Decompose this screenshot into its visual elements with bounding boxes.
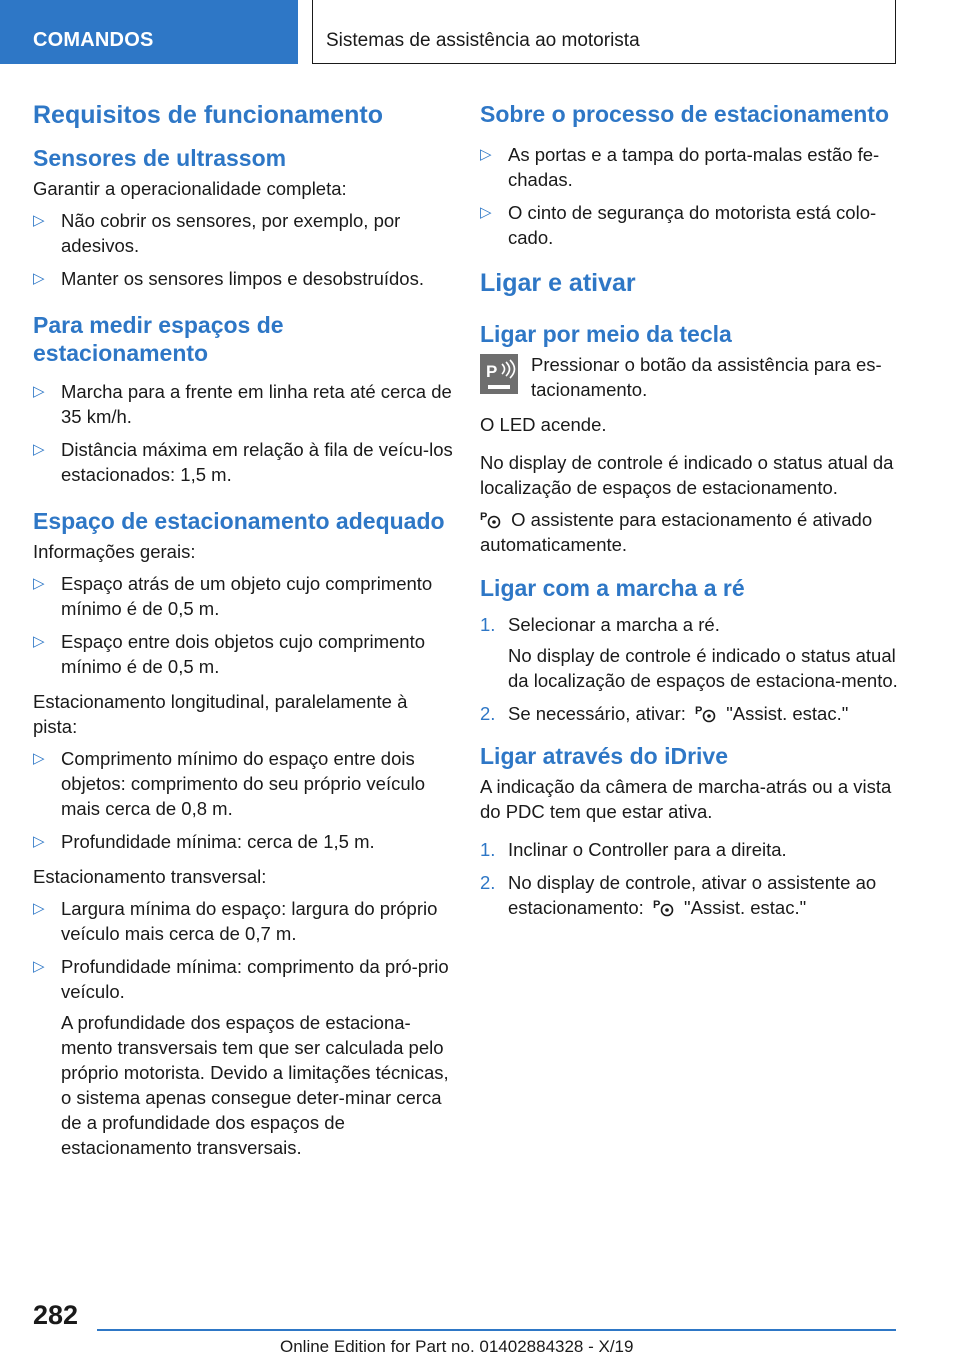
bullet-triangle-icon: ▷ <box>33 750 45 767</box>
list-item: 1. Inclinar o Controller para a direita. <box>480 839 787 860</box>
heading-processo: Sobre o processo de estacionamento <box>480 101 890 127</box>
list-item: ▷ Manter os sensores limpos e desobstruídos. <box>33 268 424 289</box>
list-item: ▷ Marcha para a frente em linha reta até cerca de 35 km/h. <box>33 381 452 427</box>
bullet-triangle-icon: ▷ <box>33 383 45 400</box>
svg-text:P: P <box>695 705 703 717</box>
list-medir <box>33 379 453 487</box>
page-number: 282 <box>33 1300 79 1330</box>
header-chapter-box <box>312 0 896 64</box>
header-section-label: COMANDOS <box>33 29 154 51</box>
list-item: ▷ Espaço entre dois objetos cujo comprimento mínimo é de 0,5 m. <box>33 631 426 677</box>
list-item: ▷ Profundidade mínima: cerca de 1,5 m. <box>33 831 375 852</box>
bullet-triangle-icon: ▷ <box>33 270 45 287</box>
heading-adequado: Espaço de estacionamento adequado <box>33 508 445 534</box>
list-item: ▷ Profundidade mínima: comprimento da pró-prio veículo. A profundidade dos espaços de estaciona-mento transversais tem que ser calculada pelo próprio motorista. Devido a limitações técnicas, o sistema apenas consegue deter-minar cerca de a profundidade dos espaços de estacionamento transversais. <box>33 954 453 1160</box>
bullet-triangle-icon: ▷ <box>33 575 45 592</box>
heading-tecla: Ligar por meio da tecla <box>480 321 732 347</box>
text-transversal-intro: Estacionamento transversal: <box>33 866 267 887</box>
left-column <box>33 100 453 1170</box>
footer-divider <box>97 1329 896 1331</box>
list-processo <box>480 142 900 250</box>
heading-re: Ligar com a marcha a ré <box>480 575 745 601</box>
bullet-triangle-icon: ▷ <box>480 146 492 163</box>
text-led: O LED acende. <box>480 414 607 435</box>
list-adequado <box>33 571 453 679</box>
bullet-triangle-icon: ▷ <box>33 900 45 917</box>
heading-sensores: Sensores de ultrassom <box>33 145 287 171</box>
header-chapter-label: Sistemas de assistência ao motorista <box>326 30 640 51</box>
list-item: ▷ Comprimento mínimo do espaço entre dois objetos: comprimento do seu próprio veículo mais cerca de 0,8 m. <box>33 748 426 819</box>
text-longitudinal-intro: Estacionamento longitudinal, paralelamente à pista: <box>33 691 408 737</box>
heading-medir: Para medir espaços de estacionamento <box>33 312 284 366</box>
right-column <box>480 100 900 930</box>
bullet-triangle-icon: ▷ <box>33 212 45 229</box>
list-item: 1. Selecionar a marcha a ré. No display de controle é indicado o status atual da localização de espaços de estaciona-mento. <box>480 614 898 691</box>
bullet-triangle-icon: ▷ <box>33 633 45 650</box>
bullet-triangle-icon: ▷ <box>33 833 45 850</box>
parking-assist-icon <box>653 897 675 917</box>
header-section-tab <box>0 0 298 64</box>
list-longitudinal <box>33 746 453 854</box>
heading-requisitos: Requisitos de funcionamento <box>33 101 384 129</box>
steps-idrive <box>480 837 900 920</box>
steps-re <box>480 612 900 726</box>
list-item: 2. No display de controle, ativar o assistente ao estacionamento: P "Assist. estac." <box>480 872 877 918</box>
parking-assist-icon <box>480 509 502 529</box>
text-transversal-note: A profundidade dos espaços de estaciona-mento transversais tem que ser calculada pelo próprio motorista. Devido a limitações técnicas, o sistema apenas consegue deter-minar cerca de a profundidade dos espaços de estacionamento transversais. <box>61 1012 449 1158</box>
list-transversal <box>33 896 453 1160</box>
text-ultra-intro: Garantir a operacionalidade completa: <box>33 178 347 199</box>
svg-text:P: P <box>652 899 661 911</box>
list-item: ▷ Largura mínima do espaço: largura do próprio veículo mais cerca de 0,7 m. <box>33 898 438 944</box>
list-item: ▷ O cinto de segurança do motorista está colo-cado. <box>480 202 877 248</box>
footer-edition: Online Edition for Part no. 01402884328 - X/19 <box>280 1337 634 1356</box>
heading-idrive: Ligar através do iDrive <box>480 743 728 769</box>
parking-assist-button-icon <box>480 354 518 394</box>
text-adequado-intro: Informações gerais: <box>33 541 196 562</box>
parking-assist-icon <box>695 703 717 723</box>
button-instruction: P Pressionar o botão da assistência para es-tacionamento. <box>480 352 900 404</box>
bullet-triangle-icon: ▷ <box>33 441 45 458</box>
list-item: ▷ Não cobrir os sensores, por exemplo, por adesivos. <box>33 210 401 256</box>
list-item: ▷ Espaço atrás de um objeto cujo comprimento mínimo é de 0,5 m. <box>33 573 433 619</box>
list-item: 2. Se necessário, ativar: P "Assist. estac." <box>480 703 849 724</box>
list-item: ▷ Distância máxima em relação à fila de veícu-los estacionados: 1,5 m. <box>33 439 453 485</box>
svg-text:P: P <box>480 511 488 523</box>
bullet-triangle-icon: ▷ <box>480 204 492 221</box>
text-auto-activation: P O assistente para estacionamento é ativado automaticamente. <box>480 509 873 555</box>
bullet-triangle-icon: ▷ <box>33 958 45 975</box>
text-idrive-intro: A indicação da câmera de marcha-atrás ou a vista do PDC tem que estar ativa. <box>480 776 892 822</box>
list-item: ▷ As portas e a tampa do porta-malas estão fe-chadas. <box>480 144 880 190</box>
text-display-status: No display de controle é indicado o status atual da localização de espaços de estacionamento. <box>480 452 894 498</box>
svg-text:P: P <box>486 362 498 381</box>
list-ultra <box>33 208 453 291</box>
heading-ligar: Ligar e ativar <box>480 269 636 297</box>
